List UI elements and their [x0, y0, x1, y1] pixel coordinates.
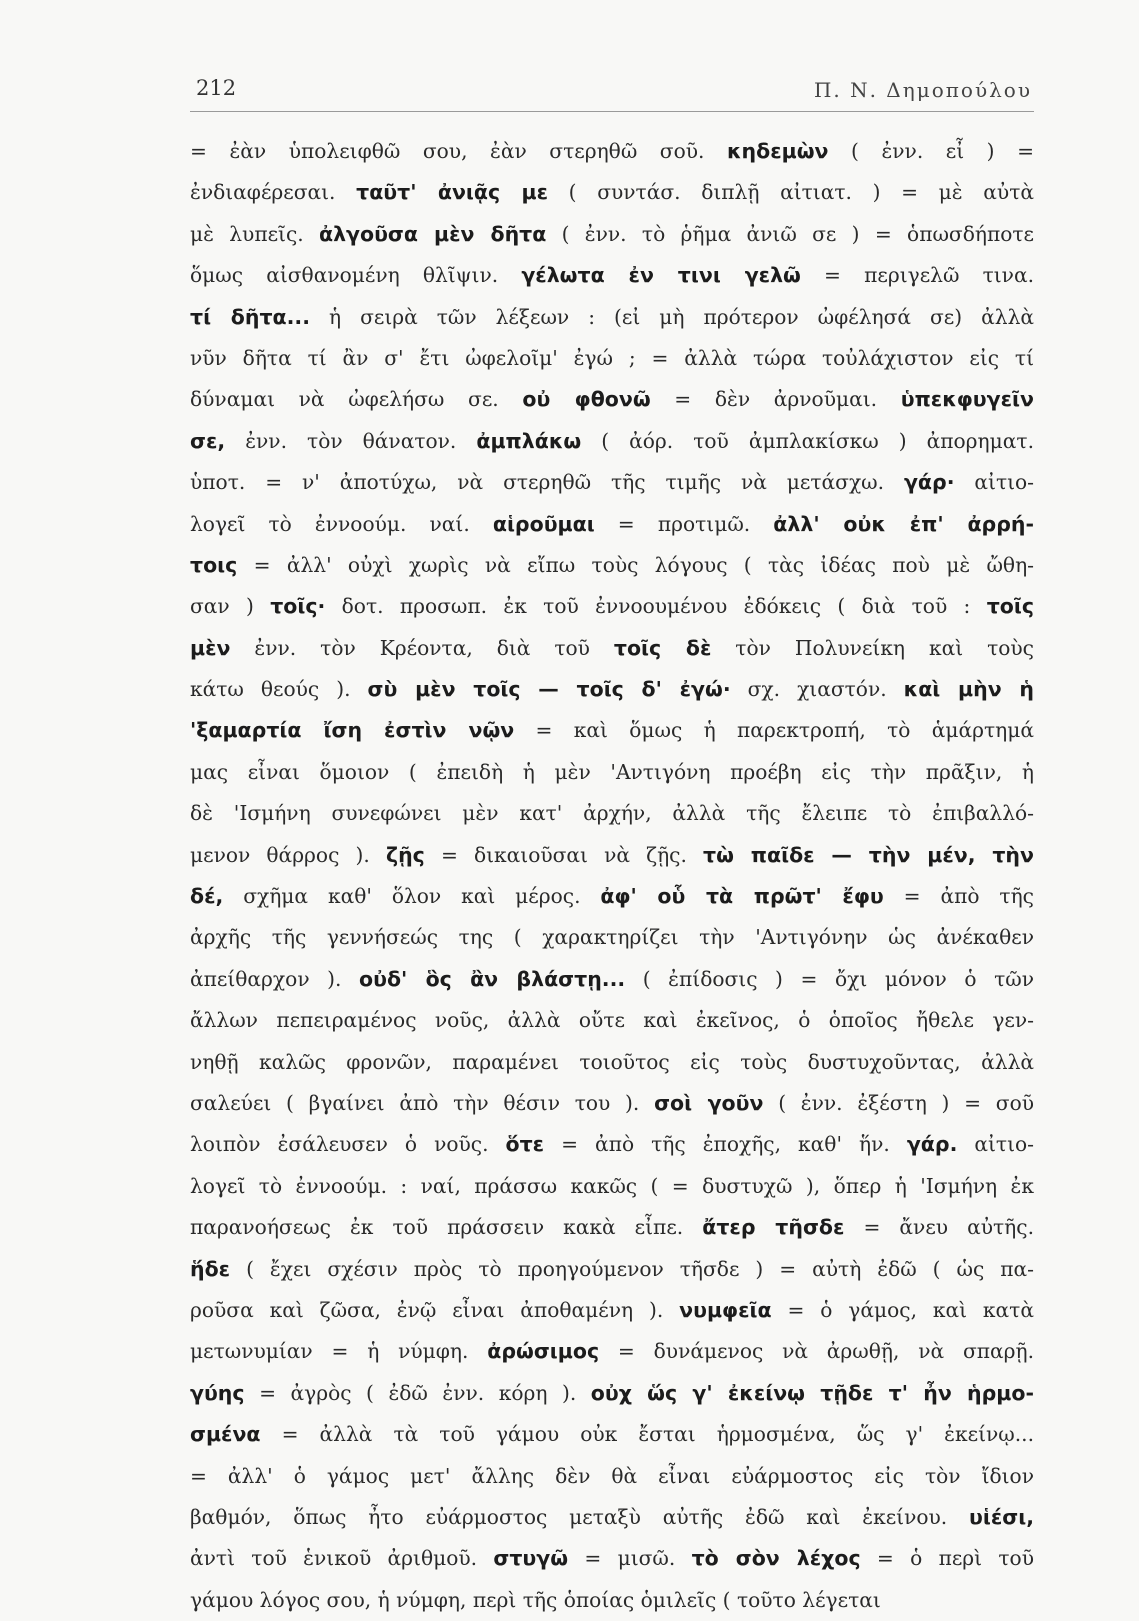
lemma: γέλωτα ἐν τινι γελῶ: [521, 263, 801, 288]
lemma: στυγῶ: [493, 1546, 569, 1571]
lemma: τὸ σὸν λέχος: [691, 1546, 861, 1571]
commentary: μὲ λυπεῖς.: [190, 221, 319, 246]
commentary: = ἀγρὸς ( ἐδῶ ἐνν. κόρη ).: [244, 1380, 591, 1405]
lemma: οὐ φθονῶ: [522, 387, 651, 412]
lemma: τοις: [190, 552, 238, 577]
lemma: σοὶ γοῦν: [654, 1090, 764, 1115]
text-line: [190, 1207, 1034, 1248]
lemma: 'ξαμαρτία ἴση ἐστὶν νῷν: [190, 718, 515, 743]
commentary: ( ἐνν. εἶ ) =: [828, 139, 1034, 163]
text-line: [190, 462, 1034, 503]
commentary: δοτ. προσωπ. ἐκ τοῦ ἐννοουμένου ἐδόκεις ( διὰ τοῦ :: [325, 594, 987, 619]
commentary: = καὶ ὅμως ἡ παρεκτροπή, τὸ ἁμάρτημά: [514, 718, 1034, 743]
lemma: γάρ.: [906, 1132, 958, 1157]
page-header: [190, 72, 1034, 108]
lemma: ἀμπλάκω: [476, 428, 582, 453]
text-line: [190, 793, 1034, 834]
text-line: [190, 338, 1034, 379]
lemma: ἀφ' οὗ τὰ πρῶτ' ἔφυ: [600, 884, 884, 909]
commentary: ἀντὶ τοῦ ἑνικοῦ ἀριθμοῦ.: [190, 1546, 494, 1571]
lemma: τὼ παῖδε — τὴν μέν, τὴν: [703, 842, 1034, 867]
text-line: [190, 959, 1034, 1000]
commentary: μετωνυμίαν = ἡ νύμφη.: [190, 1339, 488, 1364]
text-line: [190, 545, 1034, 586]
lemma: ζῇς: [385, 842, 425, 867]
lemma: αἱροῦμαι: [492, 511, 595, 536]
commentary: νηθῇ καλῶς φρονῶν, παραμένει τοιοῦτος εἰς τοὺς δυστυχοῦντας, ἀλλὰ: [190, 1049, 1034, 1074]
text-line: [190, 1124, 1034, 1165]
lemma: ἀρώσιμος: [487, 1339, 600, 1364]
commentary: ὅμως αἰσθανομένη θλῖψιν.: [190, 263, 522, 288]
text-line: [190, 1580, 1034, 1621]
text-line: [190, 1249, 1034, 1290]
commentary: = προτιμῶ.: [594, 511, 774, 536]
text-line: [190, 1331, 1034, 1372]
commentary: ( ἐπίδοσις ) = ὄχι μόνον ὁ τῶν: [625, 966, 1034, 991]
text-line: [190, 835, 1034, 876]
text-line: [190, 1290, 1034, 1331]
text-line: [190, 669, 1034, 710]
commentary: ( ἐνν. τὸ ῥῆμα ἀνιῶ σε ) = ὁπωσδήποτε: [546, 221, 1034, 246]
commentary: παρανοήσεως ἐκ τοῦ πράσσειν κακὰ εἶπε.: [190, 1215, 703, 1240]
commentary: δύναμαι νὰ ὠφελήσω σε.: [190, 387, 523, 412]
lemma: ὑπεκφυγεῖν: [900, 387, 1034, 412]
commentary: ( ἐνν. ἐξέστη ) = σοῦ: [763, 1090, 1034, 1115]
commentary-text: [190, 131, 1034, 1621]
commentary: τὸν Πολυνείκη καὶ τοὺς: [711, 635, 1034, 660]
text-line: [190, 710, 1034, 751]
commentary: ἐνδιαφέρεσαι.: [190, 180, 357, 205]
lemma: τί δῆτα...: [190, 304, 310, 329]
commentary: σχῆμα καθ' ὅλον καὶ μέρος.: [223, 884, 601, 909]
commentary: μενον θάρρος ).: [190, 842, 386, 867]
commentary: βαθμόν, ὅπως ἦτο εὐάρμοστος μεταξὺ αὐτῆς ἐδῶ καὶ ἐκείνου.: [190, 1504, 970, 1529]
text-line: [190, 1000, 1034, 1041]
header-rule: [190, 111, 1034, 112]
lemma: κηδεμὼν: [726, 139, 829, 163]
text-line: [190, 379, 1034, 420]
text-line: [190, 1083, 1034, 1124]
commentary: γάμου λόγος σου, ἡ νύμφη, περὶ τῆς ὁποίας ὁμιλεῖς ( τοῦτο λέγεται: [190, 1587, 881, 1612]
text-line: [190, 1456, 1034, 1497]
lemma: νυμφεῖα: [679, 1297, 772, 1322]
commentary: = δικαιοῦσαι νὰ ζῇς.: [424, 842, 704, 867]
lemma: καὶ μὴν ἡ: [903, 677, 1034, 702]
commentary: = ἀλλὰ τὰ τοῦ γάμου οὐκ ἔσται ἡρμοσμένα, ὥς γ' ἐκείνῳ...: [260, 1422, 1034, 1447]
text-line: [190, 131, 1034, 172]
lemma: σμένα: [190, 1422, 261, 1447]
commentary: = ὁ περὶ τοῦ: [860, 1546, 1034, 1571]
lemma: ὅτε: [505, 1132, 545, 1157]
lemma: γάρ·: [903, 470, 955, 495]
lemma: τοῖς δὲ: [613, 635, 712, 660]
text-line: [190, 1497, 1034, 1538]
commentary: σαλεύει ( βγαίνει ἀπὸ τὴν θέσιν του ).: [190, 1090, 655, 1115]
commentary: = ὁ γάμος, καὶ κατὰ: [771, 1297, 1034, 1322]
text-line: [190, 917, 1034, 958]
commentary: αἰτιο-: [954, 470, 1034, 495]
commentary: λογεῖ τὸ ἐννοούμ. : ναί, πράσσω κακῶς ( = δυστυχῶ ), ὅπερ ἡ 'Ισμήνη ἐκ: [190, 1173, 1034, 1198]
lemma: γύης: [190, 1380, 245, 1405]
commentary: ( συντάσ. διπλῇ αἰτιατ. ) = μὲ αὐτὰ: [548, 180, 1034, 205]
text-line: [190, 297, 1034, 338]
lemma: δέ,: [190, 884, 224, 909]
commentary: κάτω θεούς ).: [190, 677, 368, 702]
commentary: λογεῖ τὸ ἐννοούμ. ναί.: [190, 511, 493, 536]
commentary: ἀρχῆς τῆς γεννήσεώς της ( χαρακτηρίζει τὴν 'Αντιγόνην ὡς ἀνέκαθεν: [190, 925, 1034, 950]
page-number: 212: [196, 76, 237, 100]
lemma: ἄτερ τῆσδε: [702, 1215, 845, 1240]
commentary: σχ. χιαστόν.: [730, 677, 904, 702]
commentary: = ἀλλ' οὐχὶ χωρὶς νὰ εἴπω τοὺς λόγους ( τὰς ἰδέας ποὺ μὲ ὤθη-: [237, 552, 1034, 577]
commentary: = ἀπὸ τῆς ἐποχῆς, καθ' ἥν.: [544, 1132, 907, 1157]
lemma: ἥδε: [190, 1256, 231, 1281]
commentary: = μισῶ.: [568, 1546, 692, 1571]
commentary: = δὲν ἀρνοῦμαι.: [650, 387, 901, 412]
text-line: [190, 586, 1034, 627]
text-line: [190, 752, 1034, 793]
lemma: σὺ μὲν τοῖς — τοῖς δ' ἐγώ·: [367, 677, 731, 702]
lemma: οὐδ' ὃς ἂν βλάστῃ...: [359, 966, 626, 991]
text-line: [190, 1373, 1034, 1414]
lemma: οὐχ ὥς γ' ἐκείνῳ τῇδε τ' ἦν ἡρμο-: [590, 1380, 1034, 1405]
lemma: ἀλλ' οὐκ ἐπ' ἀρρή-: [773, 511, 1034, 536]
text-line: [190, 421, 1034, 462]
commentary: ἄλλων πεπειραμένος νοῦς, ἀλλὰ οὔτε καὶ ἐκεῖνος, ὁ ὁποῖος ἤθελε γεν-: [190, 1008, 1034, 1033]
text-line: [190, 214, 1034, 255]
commentary: = ἄνευ αὐτῆς.: [844, 1215, 1034, 1240]
lemma: μὲν: [190, 635, 231, 660]
commentary: ἐνν. τὸν Κρέοντα, διὰ τοῦ: [230, 635, 614, 660]
commentary: μας εἶναι ὅμοιον ( ἐπειδὴ ἡ μὲν 'Αντιγόνη προέβη εἰς τὴν πρᾶξιν, ἡ: [190, 759, 1034, 784]
lemma: ταῦτ' ἀνιᾷς με: [356, 180, 549, 205]
text-line: [190, 1414, 1034, 1455]
text-line: [190, 255, 1034, 296]
lemma: σε,: [190, 428, 226, 453]
commentary: ( ἔχει σχέσιν πρὸς τὸ προηγούμενον τῆσδε ) = αὐτὴ ἐδῶ ( ὡς πα-: [230, 1256, 1034, 1281]
commentary: νῦν δῆτα τί ἂν σ' ἔτι ὠφελοῖμ' ἐγώ ; = ἀλλὰ τώρα τοὐλάχιστον εἰς τί: [190, 345, 1034, 370]
commentary: ( ἀόρ. τοῦ ἀμπλακίσκω ) ἀπορηματ.: [581, 428, 1034, 453]
commentary: = δυνάμενος νὰ ἀρωθῇ, νὰ σπαρῇ.: [599, 1339, 1034, 1364]
text-line: [190, 1538, 1034, 1579]
commentary: λοιπὸν ἐσάλευσεν ὁ νοῦς.: [190, 1132, 506, 1157]
text-line: [190, 876, 1034, 917]
commentary: ἀπείθαρχον ).: [190, 966, 360, 991]
text-line: [190, 1166, 1034, 1207]
commentary: = ἀλλ' ὁ γάμος μετ' ἄλλης δὲν θὰ εἶναι εὐάρμοστος εἰς τὸν ἴδιον: [190, 1463, 1034, 1488]
commentary: ἡ σειρὰ τῶν λέξεων : (εἰ μὴ πρότερον ὠφέλησά σε) ἀλλὰ: [310, 304, 1034, 329]
lemma: τοῖς: [986, 594, 1034, 619]
text-line: [190, 1042, 1034, 1083]
lemma: τοῖς·: [270, 594, 326, 619]
text-line: [190, 628, 1034, 669]
lemma: υἱέσι,: [969, 1504, 1034, 1529]
commentary: σαν ): [190, 594, 271, 619]
commentary: ὑποτ. = ν' ἀποτύχω, νὰ στερηθῶ τῆς τιμῆς νὰ μετάσχω.: [190, 470, 904, 495]
commentary: αἰτιο-: [957, 1132, 1034, 1157]
lemma: ἀλγοῦσα μὲν δῆτα: [318, 221, 547, 246]
running-head: Π. Ν. Δημοπούλου: [813, 78, 1032, 102]
commentary: = ἀπὸ τῆς: [883, 884, 1034, 909]
text-line: [190, 504, 1034, 545]
text-line: [190, 172, 1034, 213]
commentary: ἐνν. τὸν θάνατον.: [225, 428, 477, 453]
commentary: ροῦσα καὶ ζῶσα, ἐνῷ εἶναι ἀποθαμένη ).: [190, 1297, 680, 1322]
commentary: = ἐὰν ὑπολειφθῶ σου, ἐὰν στερηθῶ σοῦ.: [190, 139, 727, 163]
commentary: = περιγελῶ τινα.: [800, 263, 1034, 288]
commentary: δὲ 'Ισμήνη συνεφώνει μὲν κατ' ἀρχήν, ἀλλὰ τῆς ἔλειπε τὸ ἐπιβαλλό-: [190, 801, 1034, 826]
